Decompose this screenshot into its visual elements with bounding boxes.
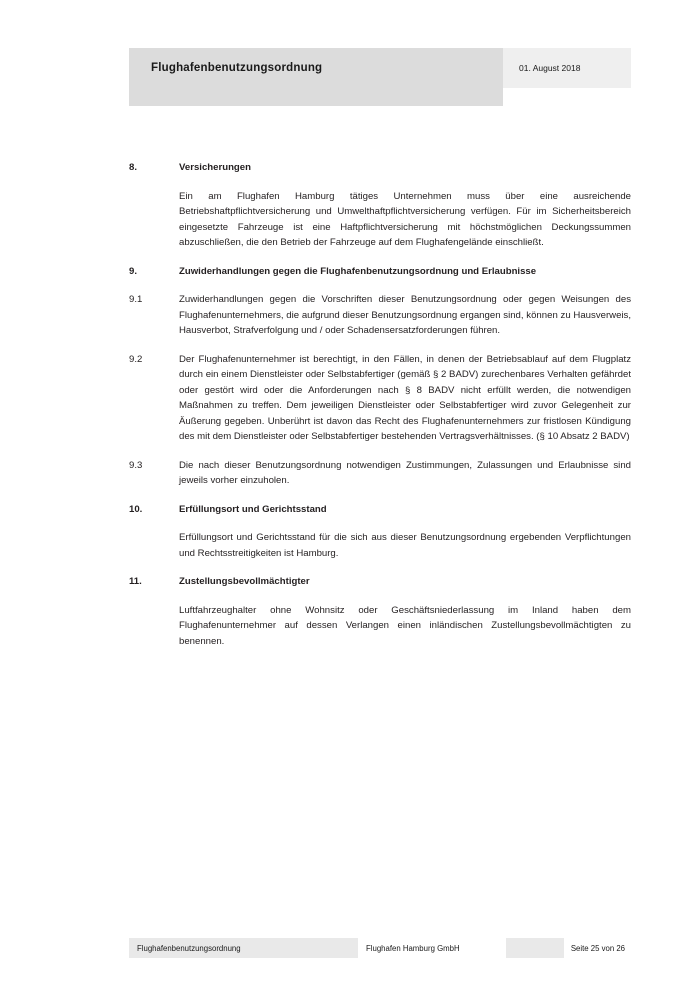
item-text: Der Flughafenunternehmer ist berechtigt, in den Fällen, in denen der Betriebsablauf auf dem Flugplatz durch ein einem Dienstleister oder Selbstabfertiger (gemäß § 2 BADV) zurechenbares Verhalten gefährdet oder gestört wird oder die Anforderungen nach § 8 BADV nicht erfüllt werden, die notwendigen Maßnahmen zu treffen. Dem jeweiligen Dienstleister oder Selbstabfertiger wird zuvor Gelegenheit zur Äußerung gegeben. Unberührt ist davon das Recht des Flughafenunternehmers zur fristlosen Kündigung des mit dem Dienstleister oder Selbstabfertiger bestehenden Vertragsverhältnisses. (§ 10 Absatz 2 BADV) [179, 353, 631, 442]
section-item-9-2 [129, 352, 631, 445]
section-number: 10. [129, 503, 143, 515]
item-number: 9.3 [129, 459, 143, 471]
section-heading-10 [129, 502, 631, 518]
section-item-9-1 [129, 292, 631, 339]
section-10-body: Erfüllungsort und Gerichtsstand für die sich aus dieser Benutzungsordnung ergebenden Verpflichtungen und Rechtsstreitigkeiten ist Hamburg. [179, 532, 631, 559]
section-heading-9 [129, 264, 631, 280]
document-content [129, 160, 631, 662]
header-date: 01. August 2018 [519, 63, 581, 73]
section-number: 8. [129, 162, 138, 173]
header-date-box [503, 48, 631, 88]
item-text: Zuwiderhandlungen gegen die Vorschriften dieser Benutzungsordnung oder gegen Weisungen des Flughafenunternehmers, die aufgrund dieser Benutzungsordnung ergangen sind, können zu Hausverweis, Hausverbot, Strafverfolgung und / oder Schadensersatzforderungen führen. [179, 294, 631, 336]
footer-page-number: Seite 25 von 26 [564, 938, 631, 958]
item-number: 9.2 [129, 353, 143, 365]
footer-document-name: Flughafenbenutzungsordnung [129, 938, 358, 958]
section-item-9-3 [129, 458, 631, 489]
page-title: Flughafenbenutzungsordnung [151, 62, 323, 74]
document-header [129, 48, 631, 88]
section-title: Versicherungen [179, 162, 251, 173]
footer-spacer [506, 938, 564, 958]
item-text: Die nach dieser Benutzungsordnung notwendigen Zustimmungen, Zulassungen und Erlaubnisse sind jeweils vorher einzuholen. [179, 459, 631, 486]
section-8-body: Ein am Flughafen Hamburg tätiges Unternehmen muss über eine ausreichende Betriebshaftpflichtversicherung und Umwelthaftpflichtversicherung verfügen. Für im Sicherheitsbereich eingesetzte Fahrzeuge ist eine Haftpflichtversicherung mit höchstmöglichen Deckungssummen abzuschließen, die den Betrieb der Fahrzeuge auf dem Flughafengelände einschließt. [179, 190, 631, 248]
document-footer [129, 938, 631, 958]
section-11-body: Luftfahrzeughalter ohne Wohnsitz oder Geschäftsniederlassung im Inland haben dem Flughafenunternehmer auf dessen Verlangen einen inländischen Zustellungsbevollmächtigten zu benennen. [179, 604, 631, 647]
section-heading-11 [129, 574, 631, 590]
section-heading-8 [129, 160, 631, 176]
footer-company-name: Flughafen Hamburg GmbH [358, 938, 506, 958]
header-title-box [129, 48, 503, 88]
item-number: 9.1 [129, 294, 143, 305]
section-number: 11. [129, 576, 142, 587]
header-underbar [129, 88, 503, 106]
section-title: Zustellungsbevollmächtigter [179, 576, 310, 587]
section-title: Zuwiderhandlungen gegen die Flughafenbenutzungsordnung und Erlaubnisse [179, 265, 537, 277]
section-number: 9. [129, 265, 138, 277]
section-title: Erfüllungsort und Gerichtsstand [179, 503, 327, 515]
